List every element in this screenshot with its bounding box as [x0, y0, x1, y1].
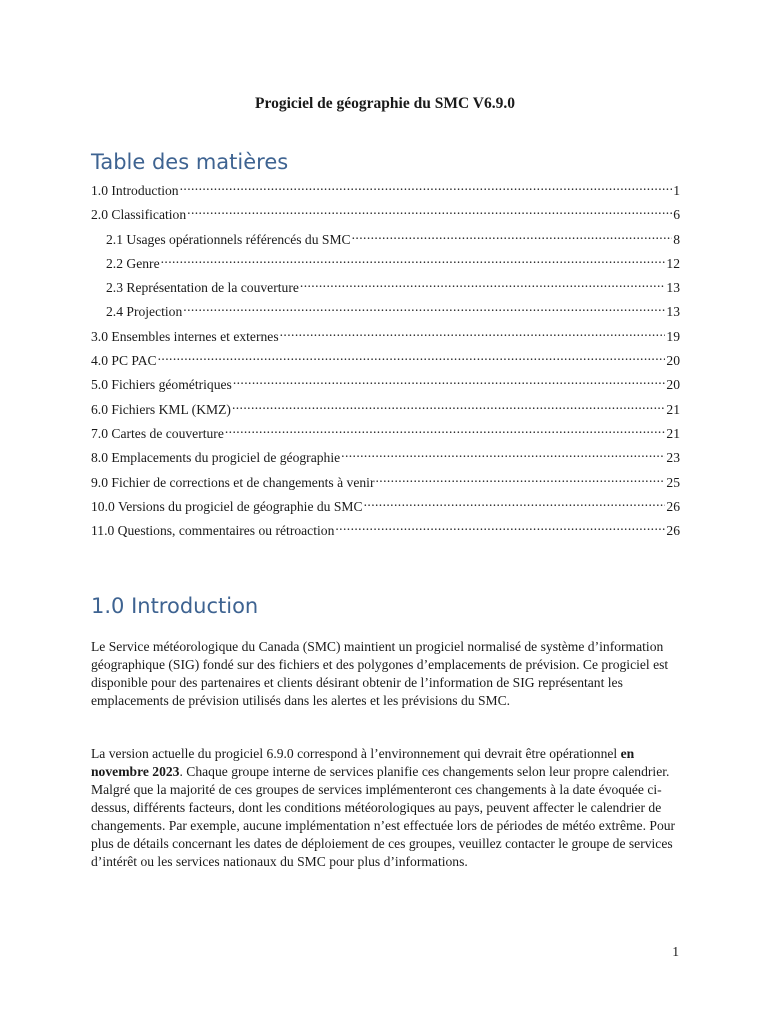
- toc-entry[interactable]: [91, 420, 680, 444]
- toc-leader-dots: [183, 298, 665, 316]
- toc-leader-dots: [233, 371, 666, 389]
- toc-entry-label: 9.0 Fichier de corrections et de changements à venir: [91, 474, 375, 490]
- introduction-paragraph-1: Le Service météorologique du Canada (SMC) maintient un progiciel normalisé de système d’information géographique (SIG) fondé sur des fichiers et des polygones d’emplacements de prévision. Ce progiciel est disponible pour des partenaires et clients désirant obtenir de l’information de SIG représentant les emplacements de prévision utilisés dans les alertes et les prévisions du SMC.: [91, 639, 669, 708]
- toc-entry-label: 7.0 Cartes de couverture: [91, 425, 224, 441]
- toc-entry[interactable]: [91, 444, 680, 468]
- toc-leader-dots: [341, 444, 665, 462]
- toc-entry-label: 2.0 Classification: [91, 207, 187, 223]
- toc-entry-page: 21: [666, 425, 680, 441]
- toc-entry[interactable]: [91, 396, 680, 420]
- toc-entry-page: 12: [666, 255, 680, 271]
- toc-entry-page: 21: [666, 401, 680, 417]
- toc-entry-page: 19: [666, 328, 680, 344]
- toc-entry-page: 6: [673, 207, 680, 223]
- toc-leader-dots: [352, 226, 673, 244]
- toc-entry-label: 2.3 Représentation de la couverture: [106, 280, 299, 296]
- toc-entry-page: 8: [673, 231, 680, 247]
- toc-leader-dots: [280, 323, 666, 341]
- toc-leader-dots: [232, 396, 665, 414]
- toc-leader-dots: [187, 201, 672, 219]
- toc-entry-page: 23: [666, 450, 680, 466]
- introduction-paragraph-2: [91, 745, 681, 871]
- introduction-heading: 1.0 Introduction: [91, 594, 259, 618]
- toc-entry[interactable]: [91, 371, 680, 395]
- toc-entry-page: 1: [673, 183, 680, 198]
- toc-entry-page: 26: [666, 523, 680, 539]
- toc-entry-label: 6.0 Fichiers KML (KMZ): [91, 401, 231, 417]
- paragraph-2-text-end: . Chaque groupe interne de services planifie ces changements selon leur propre calendrier. Malgré que la majorité de ces groupes de services implémenteront ces changements à la date évoquée ci-dessus, différents facteurs, dont les conditions météorologiques au pays, peuvent affecter le calendrier de changements. Par exemple, aucune implémentation n’est effectuée lors de périodes de météo extrême. Pour plus de détails concernant les dates de déploiement de ces groupes, veuillez contacter le groupe de services d’intérêt ou les services nationaux du SMC pour plus d’informations.: [91, 764, 676, 869]
- toc-entry[interactable]: [91, 177, 680, 201]
- toc-leader-dots: [225, 420, 666, 438]
- toc-entry[interactable]: [91, 250, 680, 274]
- toc-entry[interactable]: [91, 298, 680, 322]
- toc-leader-dots: [364, 493, 666, 511]
- toc-entry-label: 8.0 Emplacements du progiciel de géographie: [91, 450, 341, 466]
- toc-entry[interactable]: [91, 323, 680, 347]
- toc-heading: Table des matières: [91, 150, 289, 174]
- paragraph-2-bold-date: en novembre 2023: [91, 746, 635, 779]
- toc-entry-label: 1.0 Introduction: [91, 183, 179, 198]
- toc-entry[interactable]: [91, 493, 680, 517]
- toc-entry-page: 20: [666, 353, 680, 369]
- paragraph-2-text-start: La version actuelle du progiciel 6.9.0 correspond à l’environnement qui devrait être opérationnel: [91, 746, 621, 761]
- toc-leader-dots: [300, 274, 666, 292]
- toc-entry[interactable]: [91, 226, 680, 250]
- toc-entry-page: 13: [666, 280, 680, 296]
- toc-entry-label: 2.4 Projection: [106, 304, 183, 320]
- toc-entry[interactable]: [91, 201, 680, 225]
- toc-leader-dots: [375, 469, 665, 487]
- toc-entry[interactable]: [91, 469, 680, 493]
- toc-entry-label: 2.2 Genre: [106, 255, 160, 271]
- toc-entry-page: 13: [666, 304, 680, 320]
- toc-entry-page: 20: [666, 377, 680, 393]
- toc-entry-label: 5.0 Fichiers géométriques: [91, 377, 232, 393]
- toc-entry[interactable]: [91, 347, 680, 371]
- table-of-contents: [91, 177, 680, 541]
- toc-entry-label: 11.0 Questions, commentaires ou rétroaction: [91, 523, 335, 539]
- toc-leader-dots: [180, 177, 673, 195]
- toc-entry-label: 3.0 Ensembles internes et externes: [91, 328, 279, 344]
- toc-entry-page: 26: [666, 498, 680, 514]
- toc-entry[interactable]: [91, 517, 680, 541]
- toc-entry-label: 4.0 PC PAC: [91, 353, 157, 369]
- toc-leader-dots: [161, 250, 666, 268]
- toc-entry-label: 2.1 Usages opérationnels référencés du SMC: [106, 231, 351, 247]
- toc-entry-label: 10.0 Versions du progiciel de géographie du SMC: [91, 498, 363, 514]
- toc-entry-page: 25: [666, 474, 680, 490]
- toc-leader-dots: [335, 517, 665, 535]
- page-number: 1: [672, 944, 679, 959]
- toc-leader-dots: [158, 347, 666, 365]
- document-title: Progiciel de géographie du SMC V6.9.0: [255, 95, 515, 112]
- toc-entry[interactable]: [91, 274, 680, 298]
